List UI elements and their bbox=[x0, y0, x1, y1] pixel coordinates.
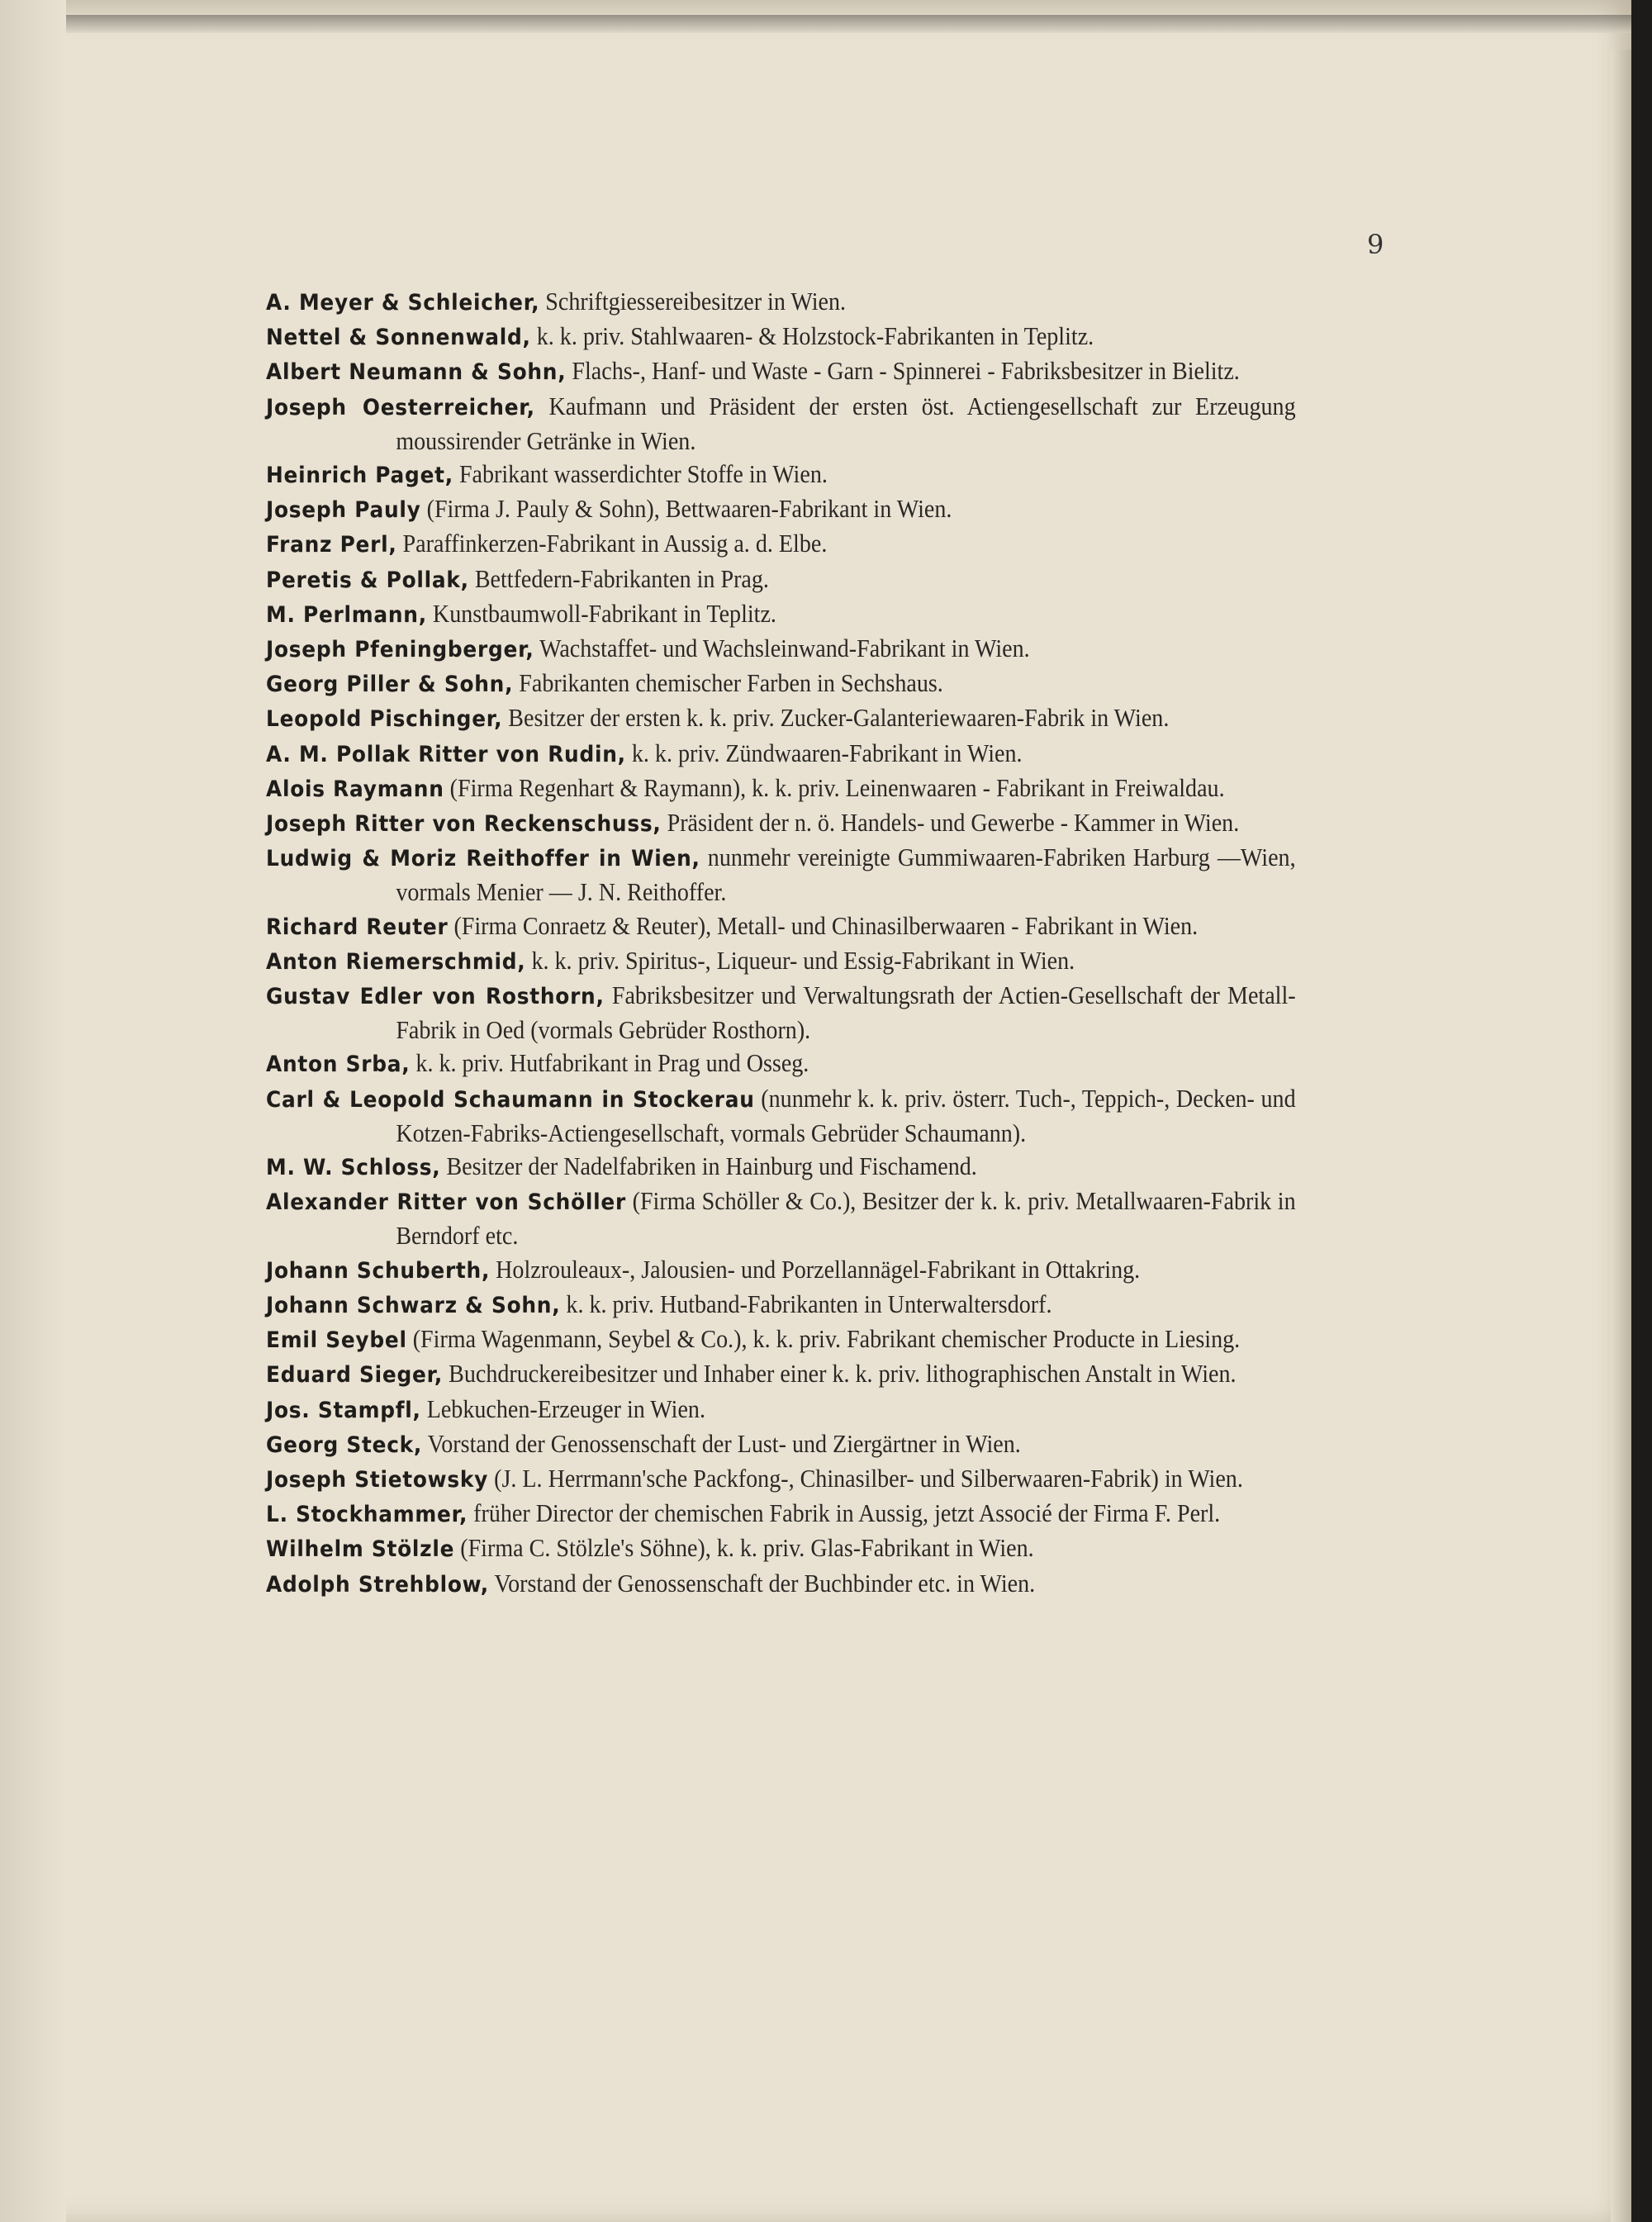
entry-description: (Firma Conraetz & Reuter), Metall- und Chinasilberwaaren - Fabrikant in Wien. bbox=[453, 911, 1199, 940]
list-item bbox=[266, 285, 1296, 320]
entry-name: Eduard Sieger, bbox=[266, 1362, 444, 1389]
entry-name: Peretis & Pollak, bbox=[266, 567, 469, 593]
list-item bbox=[266, 841, 1296, 909]
entry-description: (J. L. Herrmann'sche Packfong-, Chinasilber- und Silberwaaren-Fabrik) in Wien. bbox=[494, 1464, 1243, 1493]
entry-name: Heinrich Paget, bbox=[266, 463, 453, 489]
entry-description: (Firma Schöller & Co.), Besitzer der k. k. priv. Metallwaaren-Fabrik in Berndorf etc. bbox=[396, 1187, 1296, 1251]
list-item bbox=[266, 390, 1296, 458]
page-right-edge bbox=[1611, 50, 1631, 2222]
entry-name: M. Perlmann, bbox=[266, 601, 427, 628]
entry-name: A. M. Pollak Ritter von Rudin, bbox=[266, 741, 626, 767]
list-item bbox=[266, 1322, 1296, 1357]
entry-description: k. k. priv. Stahlwaaren- & Holzstock-Fabrikanten in Teplitz. bbox=[536, 322, 1094, 351]
entry-description: nunmehr vereinigte Gummiwaaren-Fabriken Harburg —Wien, vormals Menier — J. N. Reithoffer. bbox=[396, 843, 1296, 907]
entry-name: Ludwig & Moriz Reithoffer in Wien, bbox=[266, 846, 700, 872]
list-item bbox=[266, 1150, 1296, 1185]
entry-name: M. W. Schloss, bbox=[266, 1155, 441, 1181]
entry-description: (Firma Regenhart & Raymann), k. k. priv. Leinenwaaren - Fabrikant in Freiwaldau. bbox=[449, 773, 1225, 802]
entry-name: Joseph Oesterreicher, bbox=[266, 394, 535, 420]
entry-description: früher Director der chemischen Fabrik in Aussig, jetzt Associé der Firma F. Perl. bbox=[473, 1499, 1221, 1528]
entry-name: Joseph Pfeningberger, bbox=[266, 637, 534, 663]
entry-description: Flachs-, Hanf- und Waste - Garn - Spinnerei - Fabriksbesitzer in Bielitz. bbox=[572, 357, 1240, 386]
entry-name: Johann Schwarz & Sohn, bbox=[266, 1292, 561, 1318]
list-item bbox=[266, 354, 1296, 389]
entry-name: Adolph Strehblow, bbox=[266, 1571, 489, 1598]
entry-name: Albert Neumann & Sohn, bbox=[266, 359, 567, 386]
entry-description: Schriftgiessereibesitzer in Wien. bbox=[545, 287, 847, 316]
list-item bbox=[266, 979, 1296, 1047]
entry-name: Wilhelm Stölzle bbox=[266, 1536, 455, 1563]
entry-name: Nettel & Sonnenwald, bbox=[266, 325, 531, 351]
entry-name: A. Meyer & Schleicher, bbox=[266, 290, 540, 316]
page-gutter bbox=[0, 0, 66, 2222]
entry-name: Carl & Leopold Schaumann in Stockerau bbox=[266, 1086, 755, 1113]
list-item bbox=[266, 597, 1296, 632]
entry-description: Fabrikanten chemischer Farben in Sechshaus. bbox=[519, 669, 943, 698]
entry-description: Vorstand der Genossenschaft der Buchbinder etc. in Wien. bbox=[494, 1569, 1036, 1598]
list-item bbox=[266, 458, 1296, 492]
list-item bbox=[266, 701, 1296, 736]
entry-name: Gustav Edler von Rosthorn, bbox=[266, 984, 605, 1010]
entry-description: k. k. priv. Spiritus-, Liqueur- und Essig-Fabrikant in Wien. bbox=[531, 946, 1075, 975]
page-top-edge bbox=[66, 15, 1631, 33]
entry-name: Joseph Ritter von Reckenschuss, bbox=[266, 811, 662, 838]
list-item bbox=[266, 1393, 1296, 1427]
list-item bbox=[266, 1497, 1296, 1531]
entry-description: (Firma Wagenmann, Seybel & Co.), k. k. priv. Fabrikant chemischer Producte in Liesing. bbox=[412, 1325, 1241, 1354]
entry-name: Jos. Stampfl, bbox=[266, 1397, 421, 1423]
entry-description: Vorstand der Genossenschaft der Lust- und Ziergärtner in Wien. bbox=[427, 1429, 1021, 1458]
entry-description: Wachstaffet- und Wachsleinwand-Fabrikant in Wien. bbox=[539, 634, 1030, 663]
entry-description: Besitzer der ersten k. k. priv. Zucker-Galanteriewaaren-Fabrik in Wien. bbox=[508, 704, 1170, 733]
list-item bbox=[266, 1185, 1296, 1252]
list-item bbox=[266, 1047, 1296, 1081]
list-item bbox=[266, 1288, 1296, 1322]
entry-description: Lebkuchen-Erzeuger in Wien. bbox=[426, 1394, 705, 1423]
entry-name: Alois Raymann bbox=[266, 776, 444, 802]
entry-description: Bettfedern-Fabrikanten in Prag. bbox=[474, 564, 769, 593]
entry-description: Buchdruckereibesitzer und Inhaber einer k. k. priv. lithographischen Anstalt in Wien. bbox=[449, 1360, 1237, 1389]
list-item bbox=[266, 1567, 1296, 1602]
entry-name: Georg Piller & Sohn, bbox=[266, 672, 514, 698]
list-item bbox=[266, 1427, 1296, 1462]
entry-description: k. k. priv. Hutfabrikant in Prag und Osseg. bbox=[415, 1049, 809, 1078]
list-item bbox=[266, 632, 1296, 667]
entry-name: Johann Schuberth, bbox=[266, 1257, 491, 1284]
entry-name: L. Stockhammer, bbox=[266, 1502, 468, 1528]
entry-name: Emil Seybel bbox=[266, 1327, 407, 1354]
list-item bbox=[266, 563, 1296, 597]
entry-description: Paraffinkerzen-Fabrikant in Aussig a. d. Elbe. bbox=[402, 529, 828, 558]
entry-description: Fabrikant wasserdichter Stoffe in Wien. bbox=[458, 460, 828, 489]
entry-description: (nunmehr k. k. priv. österr. Tuch-, Teppich-, Decken- und Kotzen-Fabriks-Actiengesellschaft, vormals Gebrüder Schaumann). bbox=[396, 1084, 1296, 1147]
entry-description: Fabriksbesitzer und Verwaltungsrath der Actien-Gesellschaft der Metall-Fabrik in Oed (vormals Gebrüder Rosthorn). bbox=[396, 981, 1296, 1045]
entry-name: Richard Reuter bbox=[266, 914, 449, 940]
list-item bbox=[266, 667, 1296, 701]
list-item bbox=[266, 806, 1296, 841]
list-item bbox=[266, 1531, 1296, 1566]
entry-list bbox=[266, 285, 1296, 1602]
list-item bbox=[266, 1082, 1296, 1150]
entry-description: k. k. priv. Hutband-Fabrikanten in Unterwaltersdorf. bbox=[566, 1289, 1052, 1318]
entry-name: Joseph Stietowsky bbox=[266, 1466, 489, 1493]
list-item bbox=[266, 527, 1296, 562]
entry-description: Kunstbaumwoll-Fabrikant in Teplitz. bbox=[432, 599, 776, 628]
list-item bbox=[266, 772, 1296, 806]
entry-description: Präsident der n. ö. Handels- und Gewerbe - Kammer in Wien. bbox=[667, 809, 1240, 838]
list-item bbox=[266, 737, 1296, 772]
entry-name: Georg Steck, bbox=[266, 1431, 423, 1458]
entry-description: k. k. priv. Zündwaaren-Fabrikant in Wien. bbox=[631, 738, 1023, 767]
entry-name: Franz Perl, bbox=[266, 532, 397, 558]
page-number: 9 bbox=[1367, 229, 1384, 260]
entry-name: Anton Srba, bbox=[266, 1052, 411, 1078]
list-item bbox=[266, 492, 1296, 527]
entry-name: Leopold Pischinger, bbox=[266, 706, 503, 733]
entry-description: Holzrouleaux-, Jalousien- und Porzellannägel-Fabrikant in Ottakring. bbox=[496, 1255, 1141, 1284]
list-item bbox=[266, 1462, 1296, 1497]
entry-description: (Firma C. Stölzle's Söhne), k. k. priv. Glas-Fabrikant in Wien. bbox=[460, 1534, 1034, 1563]
list-item bbox=[266, 944, 1296, 979]
entry-description: Besitzer der Nadelfabriken in Hainburg und Fischamend. bbox=[446, 1152, 977, 1181]
entry-name: Joseph Pauly bbox=[266, 497, 421, 524]
list-item bbox=[266, 1357, 1296, 1392]
list-item bbox=[266, 909, 1296, 944]
entry-name: Anton Riemerschmid, bbox=[266, 948, 526, 975]
list-item bbox=[266, 320, 1296, 354]
entry-name: Alexander Ritter von Schöller bbox=[266, 1189, 626, 1216]
entry-description: Kaufmann und Präsident der ersten öst. Actiengesellschaft zur Erzeugung moussirender Getränke in Wien. bbox=[396, 392, 1296, 455]
entry-description: (Firma J. Pauly & Sohn), Bettwaaren-Fabrikant in Wien. bbox=[426, 495, 952, 524]
list-item bbox=[266, 1253, 1296, 1288]
